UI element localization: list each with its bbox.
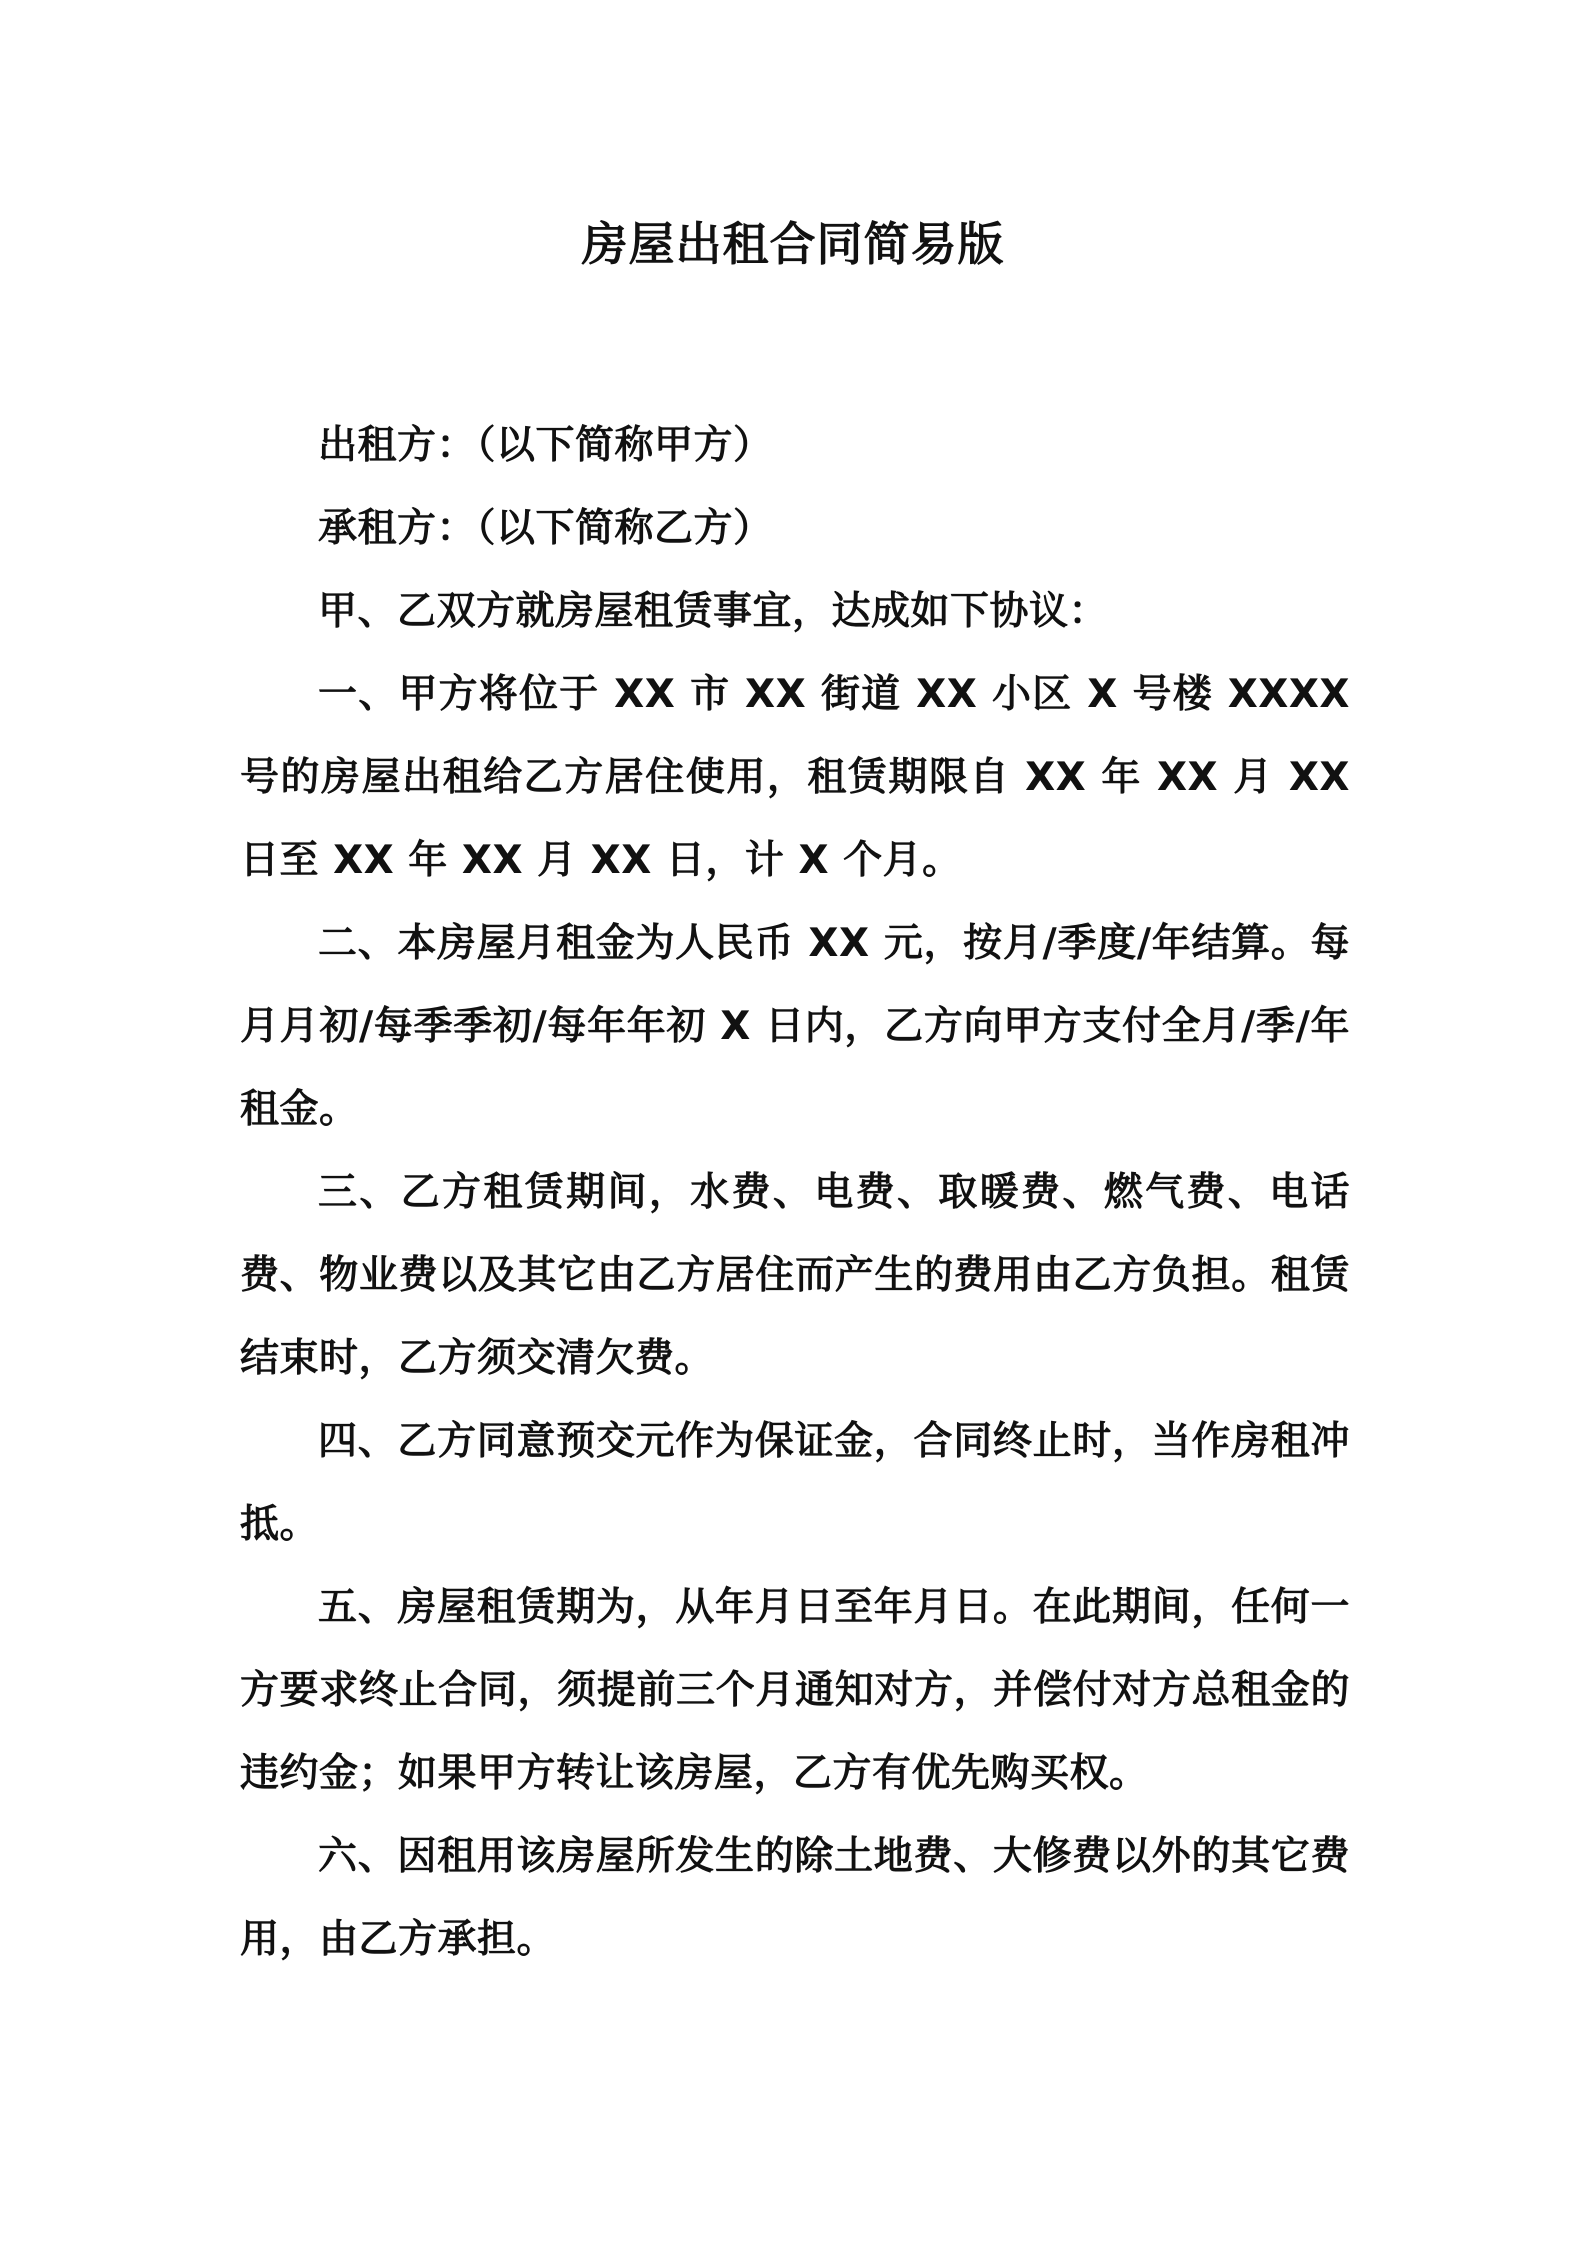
clause-6: 六、因租用该房屋所发生的除土地费、大修费以外的其它费用，由乙方承担。 bbox=[240, 1834, 1350, 1962]
lessor-line: 出租方：（以下简称甲方） bbox=[318, 423, 773, 468]
clause-3: 三、乙方租赁期间，水费、电费、取暖费、燃气费、电话费、物业费以及其它由乙方居住而产生的费用由乙方负担。租赁结束时，乙方须交清欠费。 bbox=[240, 1170, 1350, 1381]
document-title: 房屋出租合同简易版 bbox=[581, 217, 1005, 271]
lessee-line: 承租方：（以下简称乙方） bbox=[318, 506, 773, 551]
clause-2: 二、本房屋月租金为人民币 XX 元，按月/季度/年结算。每月月初/每季季初/每年年初 X 日内，乙方向甲方支付全月/季/年租金。 bbox=[240, 921, 1350, 1132]
clause-5: 五、房屋租赁期为，从年月日至年月日。在此期间，任何一方要求终止合同，须提前三个月通知对方，并偿付对方总租金的违约金；如果甲方转让该房屋，乙方有优先购买权。 bbox=[240, 1585, 1350, 1796]
clause-1: 一、甲方将位于 XX 市 XX 街道 XX 小区 X 号楼 XXXX 号的房屋出租给乙方居住使用，租赁期限自 XX 年 XX 月 XX 日至 XX 年 XX 月 XX 日，计 X 个月。 bbox=[240, 672, 1350, 883]
clause-4: 四、乙方同意预交元作为保证金，合同终止时，当作房租冲抵。 bbox=[240, 1419, 1350, 1547]
agreement-intro: 甲、乙双方就房屋租赁事宜，达成如下协议： bbox=[318, 589, 1109, 634]
document-body bbox=[240, 404, 1350, 1981]
